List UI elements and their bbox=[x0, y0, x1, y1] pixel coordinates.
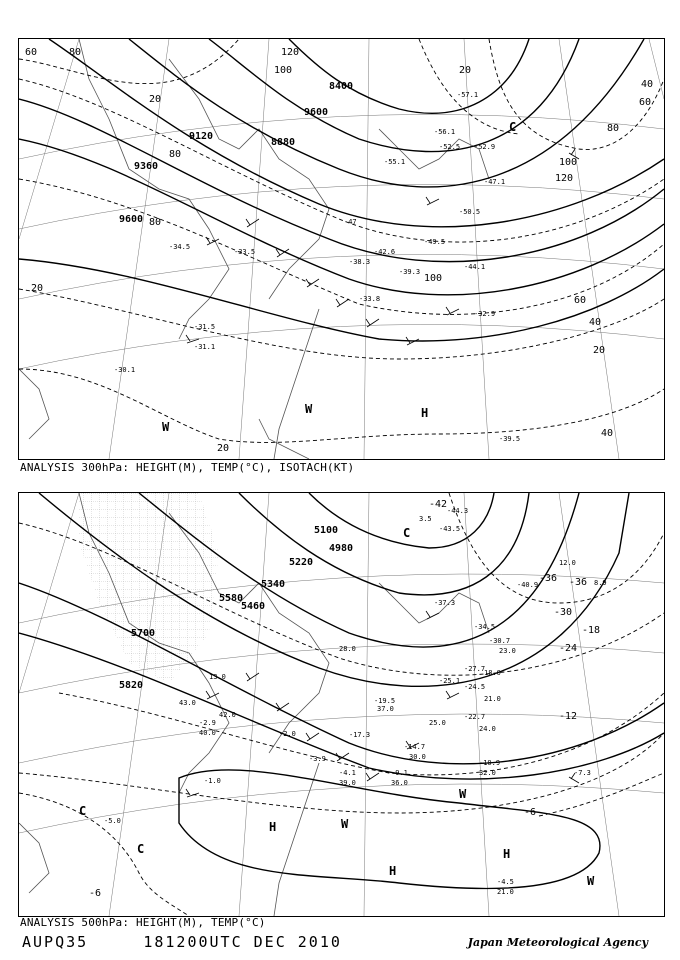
height-label: 5340 bbox=[261, 579, 286, 590]
temp-label: -30.7 bbox=[489, 637, 511, 645]
lower-chart-map bbox=[19, 493, 664, 916]
temp-label: -39.5 bbox=[499, 435, 521, 443]
temp-label: -32.9 bbox=[474, 310, 496, 318]
cold-center-label: C bbox=[137, 842, 145, 856]
temp-label: -4.1 bbox=[339, 769, 356, 777]
height-label: 8400 bbox=[329, 81, 354, 92]
graticule bbox=[19, 39, 664, 459]
agency-name: Japan Meteorological Agency bbox=[467, 936, 648, 949]
isotach-label: 60 bbox=[639, 97, 652, 108]
isotach-label: 120 bbox=[281, 47, 300, 58]
temp-label: -31.1 bbox=[194, 343, 216, 351]
cold-center-label: C bbox=[403, 526, 411, 540]
temp-label: -49.5 bbox=[424, 238, 446, 246]
dewpoint-label: 39.0 bbox=[339, 779, 356, 787]
dewpoint-label: 43.0 bbox=[179, 699, 196, 707]
dewpoint-label: 28.0 bbox=[339, 645, 356, 653]
dewpoint-label: 40.0 bbox=[199, 729, 216, 737]
valid-time: 181200UTC DEC 2010 bbox=[143, 933, 342, 951]
temp-label: -44.1 bbox=[464, 263, 486, 271]
warm-center-label: W bbox=[459, 787, 467, 801]
isotach-label: 80 bbox=[169, 149, 182, 160]
isotherm-label: -6 bbox=[524, 807, 537, 818]
dewpoint-label: 25.0 bbox=[429, 719, 446, 727]
height-label: 5820 bbox=[119, 680, 144, 691]
isotach-label: 60 bbox=[574, 295, 587, 306]
temp-label: -34.5 bbox=[474, 623, 496, 631]
temp-label: -47 bbox=[344, 218, 357, 226]
temp-label: -1.0 bbox=[204, 777, 221, 785]
temp-label: -42.6 bbox=[374, 248, 396, 256]
isotherm-label: -24 bbox=[559, 643, 578, 654]
height-label: 5700 bbox=[131, 628, 156, 639]
upper-temp-labels bbox=[114, 91, 520, 443]
dewpoint-label: 23.0 bbox=[499, 647, 516, 655]
isotherm-label: -36 bbox=[569, 577, 588, 588]
temp-label: -17.3 bbox=[349, 731, 371, 739]
isotach-label: 120 bbox=[555, 173, 574, 184]
isotach-label: 80 bbox=[149, 217, 162, 228]
temp-label: -52.5 bbox=[439, 143, 461, 151]
dewpoint-label: 24.0 bbox=[479, 725, 496, 733]
temp-label: -55.1 bbox=[384, 158, 406, 166]
isotach-label: 20 bbox=[593, 345, 606, 356]
dewpoint-label: 13.0 bbox=[209, 673, 226, 681]
isotach-label: 20 bbox=[459, 65, 472, 76]
dewpoint-label: 32.0 bbox=[479, 769, 496, 777]
warm-center-label: W bbox=[341, 817, 349, 831]
temp-label: -19.5 bbox=[374, 697, 396, 705]
isotach-label: 80 bbox=[69, 47, 82, 58]
high-center-label: H bbox=[269, 820, 277, 834]
isotach-label: 100 bbox=[424, 273, 443, 284]
cold-center-label: C bbox=[509, 120, 517, 134]
chart-header bbox=[22, 933, 342, 951]
isotherm-label: -36 bbox=[539, 573, 558, 584]
temp-label: -24.5 bbox=[464, 683, 486, 691]
temp-label: -2.9 bbox=[199, 719, 216, 727]
isotherm-label: -42 bbox=[429, 499, 448, 510]
temp-label: -34.5 bbox=[169, 243, 191, 251]
temp-label: -30.1 bbox=[114, 366, 136, 374]
temp-label: -52.9 bbox=[474, 143, 496, 151]
upper-300hpa-chart bbox=[18, 38, 665, 460]
isotach-label: 100 bbox=[559, 157, 578, 168]
high-center-label: H bbox=[389, 864, 397, 878]
temp-label: -9.1 bbox=[391, 769, 408, 777]
temp-label: -2.0 bbox=[279, 730, 296, 738]
temp-label: -38.3 bbox=[349, 258, 371, 266]
height-label: 9600 bbox=[119, 214, 144, 225]
temp-label: -44.3 bbox=[447, 507, 469, 515]
dewpoint-label: 30.0 bbox=[409, 753, 426, 761]
height-label: 5580 bbox=[219, 593, 244, 604]
dewpoint-label: 21.0 bbox=[497, 888, 514, 896]
temp-label: -3.9 bbox=[309, 755, 326, 763]
temp-label: -33.5 bbox=[234, 248, 256, 256]
temp-label: -4.5 bbox=[497, 878, 514, 886]
temp-label: -25.1 bbox=[439, 677, 461, 685]
temp-label: -14.7 bbox=[404, 743, 426, 751]
height-label: 8880 bbox=[271, 137, 296, 148]
temp-label: -50.5 bbox=[459, 208, 481, 216]
temp-label: -43.5 bbox=[439, 525, 461, 533]
temp-label: -10.9 bbox=[479, 759, 501, 767]
upper-pressure-centers bbox=[162, 120, 516, 434]
dewpoint-label: 8.9 bbox=[594, 579, 607, 587]
high-center-label: H bbox=[421, 406, 429, 420]
isotherm-label: -12 bbox=[559, 711, 578, 722]
isotach-label: 60 bbox=[25, 47, 38, 58]
temp-label: -33.8 bbox=[359, 295, 381, 303]
upper-isotach-labels bbox=[25, 47, 653, 454]
lower-500hpa-chart bbox=[18, 492, 665, 917]
dewpoint-label: 36.0 bbox=[391, 779, 408, 787]
height-label: 9360 bbox=[134, 161, 159, 172]
warm-center-label: W bbox=[305, 402, 313, 416]
wind-barbs bbox=[186, 149, 579, 345]
dewpoint-label: 42.0 bbox=[219, 711, 236, 719]
dewpoint-label: 21.0 bbox=[484, 695, 501, 703]
high-center-label: H bbox=[503, 847, 511, 861]
isotach-label: 40 bbox=[641, 79, 654, 90]
warm-center-label: W bbox=[162, 420, 170, 434]
temp-label: -47.1 bbox=[484, 178, 506, 186]
upper-chart-map bbox=[19, 39, 664, 459]
isotach-label: 100 bbox=[274, 65, 293, 76]
isotach-label: 40 bbox=[589, 317, 602, 328]
temp-label: -37.3 bbox=[434, 599, 456, 607]
temp-label: -39.3 bbox=[399, 268, 421, 276]
lower-chart-caption: ANALYSIS 500hPa: HEIGHT(M), TEMP(°C) bbox=[20, 916, 266, 929]
isotach-label: 20 bbox=[149, 94, 162, 105]
temp-label: -7.3 bbox=[574, 769, 591, 777]
height-label: 5100 bbox=[314, 525, 339, 536]
dewpoint-label: 37.0 bbox=[377, 705, 394, 713]
isotherm-label: -18 bbox=[582, 625, 601, 636]
isotherm-label: -6 bbox=[89, 888, 102, 899]
isotach-contours bbox=[19, 39, 664, 442]
dewpoint-label: 18.0 bbox=[484, 669, 501, 677]
temp-label: -22.7 bbox=[464, 713, 486, 721]
isotach-label: 20 bbox=[217, 443, 230, 454]
isotach-label: 20 bbox=[31, 283, 44, 294]
dewpoint-label: 3.5 bbox=[419, 515, 432, 523]
isotherm-label: -30 bbox=[554, 607, 573, 618]
temp-label: -57.1 bbox=[457, 91, 479, 99]
dewpoint-label: 12.0 bbox=[559, 559, 576, 567]
temp-label: -40.9 bbox=[517, 581, 539, 589]
isotach-label: 40 bbox=[601, 428, 614, 439]
cold-center-label: C bbox=[79, 804, 87, 818]
height-label: 9600 bbox=[304, 107, 329, 118]
temp-label: -56.1 bbox=[434, 128, 456, 136]
temp-label: -5.0 bbox=[104, 817, 121, 825]
height-label: 5220 bbox=[289, 557, 314, 568]
warm-center-label: W bbox=[587, 874, 595, 888]
height-label: 9120 bbox=[189, 131, 214, 142]
moist-area-hatching bbox=[79, 493, 219, 683]
upper-chart-caption: ANALYSIS 300hPa: HEIGHT(M), TEMP(°C), ISOTACH(KT) bbox=[20, 461, 355, 474]
height-label: 5460 bbox=[241, 601, 266, 612]
temp-label: -31.5 bbox=[194, 323, 216, 331]
height-label: 4980 bbox=[329, 543, 354, 554]
temp-label: -27.7 bbox=[464, 665, 486, 673]
isotach-label: 80 bbox=[607, 123, 620, 134]
chart-id: AUPQ35 bbox=[22, 933, 89, 951]
